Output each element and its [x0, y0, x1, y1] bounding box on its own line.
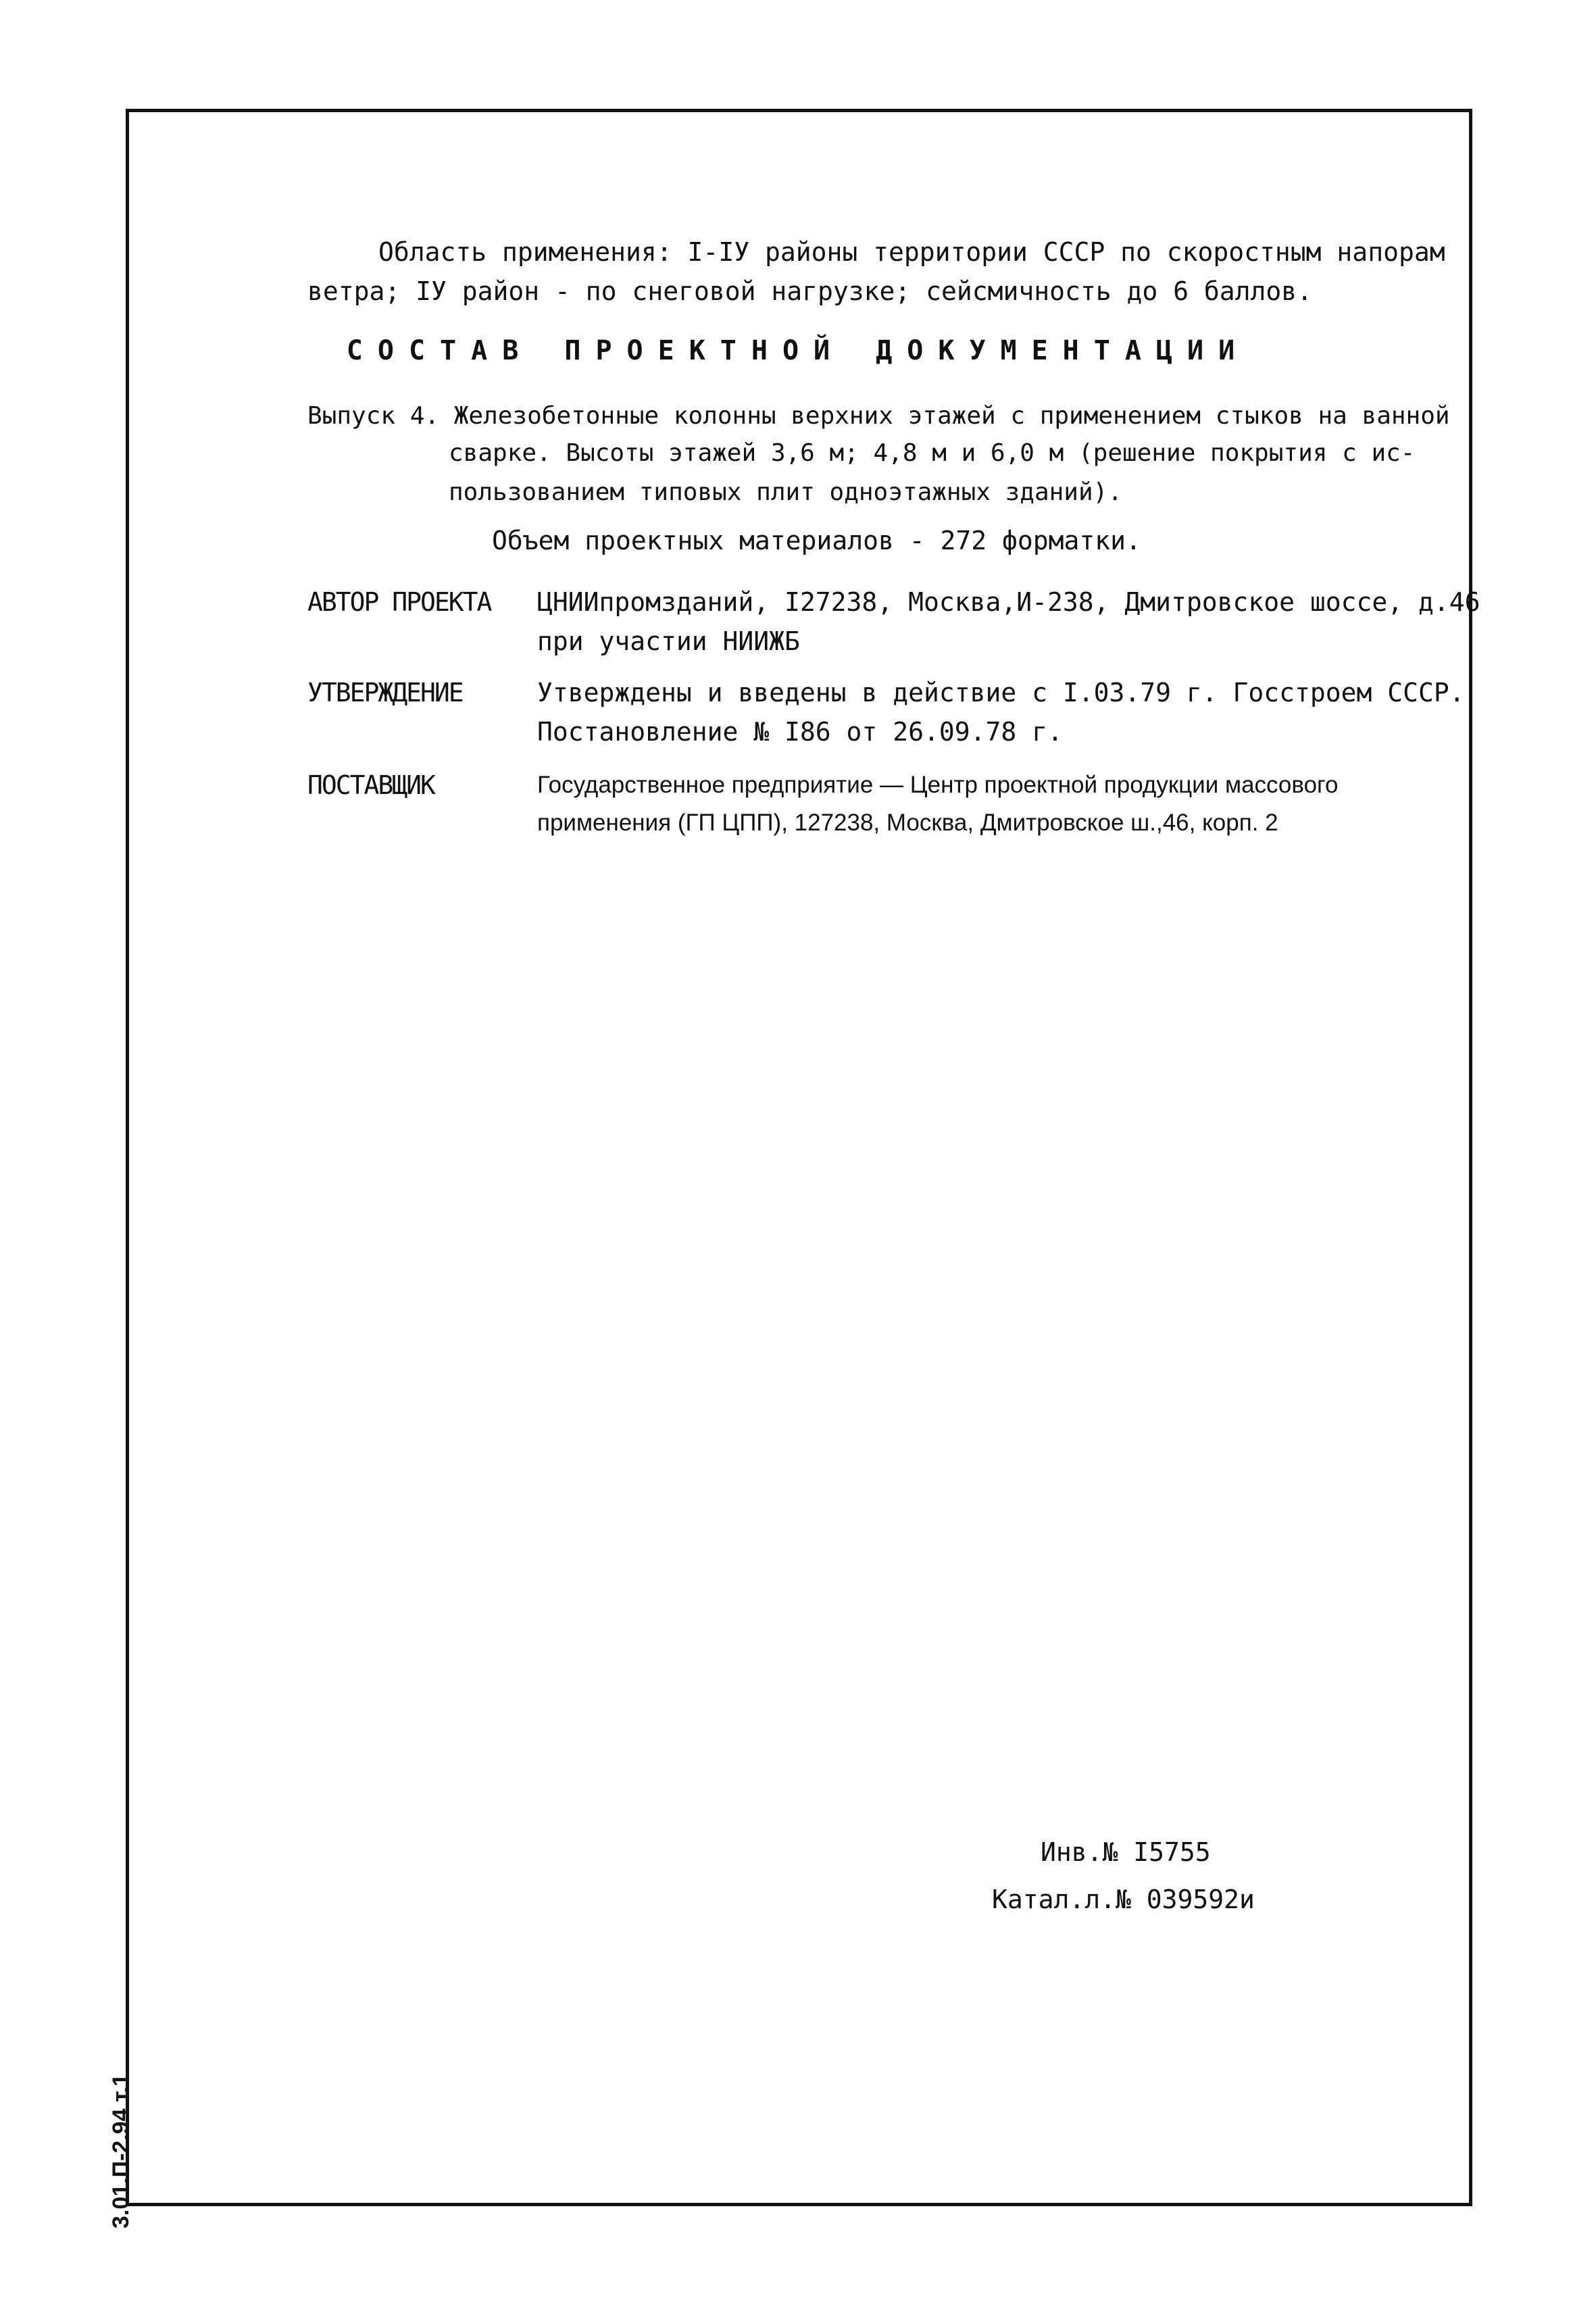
- issue-paragraph: [307, 397, 1450, 436]
- approval-value: [537, 673, 1465, 751]
- volume-line: Объем проектных материалов - 272 форматки.: [492, 526, 1141, 555]
- inventory-number: Инв.№ I5755: [1041, 1837, 1211, 1867]
- catalog-number: Катал.л.№ 039592и: [992, 1885, 1255, 1914]
- author-value: [537, 582, 1480, 661]
- approval-line-2: Постановление № I86 от 26.09.78 г.: [537, 717, 1063, 747]
- section-heading: СОСТАВ ПРОЕКТНОЙ ДОКУМЕНТАЦИИ: [346, 335, 1250, 366]
- scope-paragraph-cont: [307, 272, 1312, 311]
- issue-line-3: пользованием типовых плит одноэтажных зданий).: [449, 478, 1122, 506]
- supplier-label: ПОСТАВЩИК: [307, 770, 434, 800]
- issue-paragraph-cont: [449, 434, 1415, 512]
- scope-line-2: ветра; IУ район - по снеговой нагрузке; сейсмичность до 6 баллов.: [307, 276, 1313, 306]
- scope-line-1: Область применения: I-IУ районы территории СССР по скоростным напорам: [378, 237, 1445, 267]
- supplier-line-1: Государственное предприятие — Центр проектной продукции массового: [537, 772, 1339, 798]
- issue-line-1: Выпуск 4. Железобетонные колонны верхних этажей с применением стыков на ванной: [307, 402, 1450, 430]
- scope-paragraph: [378, 232, 1445, 272]
- approval-line-1: Утверждены и введены в действие с I.03.79 г. Госстроем СССР.: [537, 678, 1465, 707]
- author-line-2: при участии НИИЖБ: [537, 626, 800, 656]
- document-code: 3.01.П-2.94 т.1: [108, 2073, 134, 2229]
- issue-line-2: сварке. Высоты этажей 3,6 м; 4,8 м и 6,0 м (решение покрытия с ис-: [449, 439, 1416, 467]
- supplier-value: [537, 766, 1339, 842]
- author-line-1: ЦНИИпромзданий, I27238, Москва,И-238, Дмитровское шоссе, д.46: [537, 587, 1480, 617]
- approval-label: УТВЕРЖДЕНИЕ: [307, 678, 463, 707]
- supplier-line-2: применения (ГП ЦПП), 127238, Москва, Дмитровское ш.,46, корп. 2: [537, 810, 1278, 836]
- author-label: АВТОР ПРОЕКТА: [307, 587, 491, 617]
